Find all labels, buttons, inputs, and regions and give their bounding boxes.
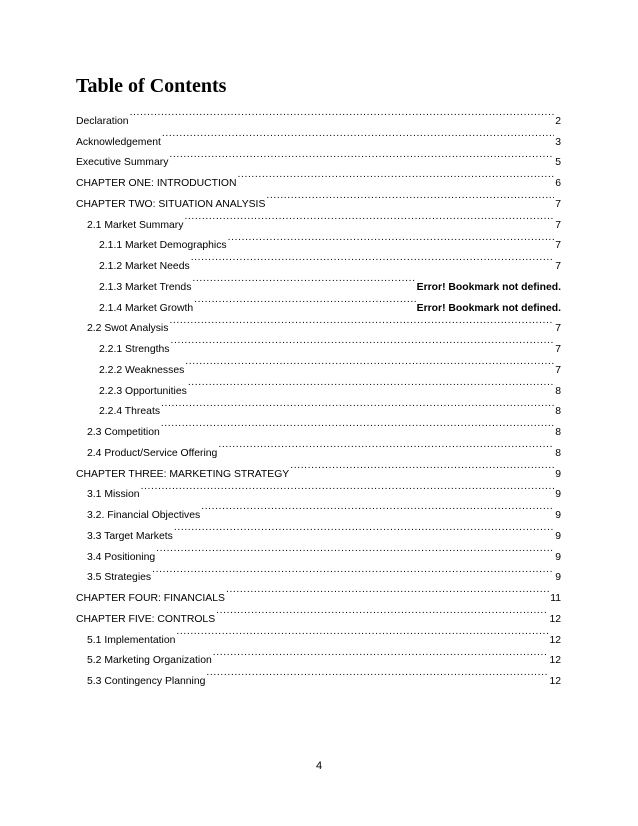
toc-entry[interactable]	[76, 124, 561, 148]
toc-entry-label: Acknowledgement	[76, 136, 161, 148]
toc-entry-label: Executive Summary	[76, 157, 169, 169]
page-number: 4	[315, 760, 323, 772]
toc-entry-label: 3.4 Positioning	[87, 551, 156, 563]
toc-entry-page: 12	[549, 634, 561, 646]
toc-entry-label: CHAPTER FOUR: FINANCIALS	[76, 593, 225, 604]
toc-entry-label: 2.1.2 Market Needs	[99, 261, 190, 272]
toc-entry-page: 9	[555, 510, 561, 521]
toc-entry-label: 3.5 Strategies	[87, 572, 152, 584]
toc-entry-error: Error! Bookmark not defined.	[416, 302, 561, 314]
toc-entry-page: 12	[549, 613, 561, 625]
toc-entry-label: 2.1.1 Market Demographics	[99, 240, 227, 252]
toc-entry-label: 2.1.3 Market Trends	[99, 281, 192, 293]
toc-entry-page: 9	[555, 489, 561, 501]
toc-entry[interactable]	[76, 103, 561, 127]
toc-entry-page: 8	[555, 427, 561, 438]
dot-leader	[161, 414, 554, 435]
dot-leader	[188, 373, 554, 394]
toc-entry-label: 5.1 Implementation	[87, 634, 176, 646]
toc-entry-label: 5.3 Contingency Planning	[87, 676, 206, 687]
toc-entry-label: Declaration	[76, 115, 129, 127]
toc-entry-page: 7	[555, 240, 561, 252]
dot-leader	[141, 477, 555, 498]
toc-entry-page: 7	[555, 198, 561, 210]
toc-entry-label: 2.2.1 Strengths	[99, 344, 170, 355]
toc-entry-error: Error! Bookmark not defined.	[416, 281, 561, 293]
toc-entry-page: 12	[549, 655, 561, 667]
dot-leader	[130, 103, 555, 124]
toc-entry-page: 9	[555, 572, 561, 584]
toc-title: Table of Contents	[76, 75, 227, 97]
dot-leader	[290, 456, 554, 477]
toc-entry-label: CHAPTER FIVE: CONTROLS	[76, 613, 216, 625]
dot-leader	[201, 497, 554, 518]
dot-leader	[156, 539, 554, 560]
toc-entry-page: 7	[555, 219, 561, 231]
dot-leader	[206, 663, 548, 684]
dot-leader	[216, 601, 548, 622]
toc-entry-label: 2.2 Swot Analysis	[87, 323, 169, 335]
dot-leader	[184, 207, 554, 228]
dot-leader	[213, 643, 549, 664]
toc-entry-label: 2.2.2 Weaknesses	[99, 364, 185, 376]
toc-entry-page: 5	[555, 157, 561, 169]
dot-leader	[169, 145, 554, 166]
dot-leader	[194, 290, 416, 311]
dot-leader	[218, 435, 554, 456]
toc-entry-label: 5.2 Marketing Organization	[87, 655, 212, 667]
dot-leader	[228, 228, 555, 249]
toc-entry-page: 9	[555, 468, 561, 480]
dot-leader	[191, 248, 555, 269]
dot-leader	[162, 124, 554, 145]
dot-leader	[170, 331, 554, 352]
toc-entry-page: 7	[555, 323, 561, 335]
toc-entry-page: 12	[549, 676, 561, 687]
dot-leader	[176, 622, 548, 643]
toc-entry-page: 8	[555, 406, 561, 418]
toc-entry-page: 9	[555, 551, 561, 563]
dot-leader	[266, 186, 554, 207]
toc-entry-page: 7	[555, 261, 561, 272]
toc-entry-label: 3.1 Mission	[87, 489, 140, 501]
toc-entry-label: 2.4 Product/Service Offering	[87, 447, 218, 459]
toc-entry-page: 7	[555, 344, 561, 355]
toc-entry-label: 2.2.4 Threats	[99, 406, 161, 418]
toc-entry-page: 9	[555, 530, 561, 542]
dot-leader	[161, 394, 554, 415]
toc-list	[76, 103, 561, 687]
toc-entry-page: 7	[555, 364, 561, 376]
toc-entry-label: CHAPTER TWO: SITUATION ANALYSIS	[76, 198, 266, 210]
dot-leader	[226, 580, 549, 601]
dot-leader	[237, 165, 554, 186]
dot-leader	[185, 352, 554, 373]
toc-entry-page: 6	[555, 178, 561, 189]
dot-leader	[169, 311, 554, 332]
toc-entry-label: 2.2.3 Opportunities	[99, 385, 187, 397]
dot-leader	[152, 560, 554, 581]
toc-entry-label: 2.1 Market Summary	[87, 219, 184, 231]
toc-entry-page: 2	[555, 115, 561, 127]
toc-entry-label: 2.1.4 Market Growth	[99, 302, 194, 314]
dot-leader	[174, 518, 554, 539]
toc-entry-label: 2.3 Competition	[87, 427, 160, 438]
toc-entry[interactable]	[76, 497, 561, 521]
toc-entry-label: 3.3 Target Markets	[87, 530, 173, 542]
toc-entry-page: 8	[555, 385, 561, 397]
toc-entry[interactable]	[76, 477, 561, 501]
toc-entry-page: 3	[555, 136, 561, 148]
toc-entry-page: 11	[550, 593, 561, 604]
toc-entry-label: CHAPTER THREE: MARKETING STRATEGY	[76, 468, 290, 480]
toc-entry-label: CHAPTER ONE: INTRODUCTION	[76, 178, 237, 189]
toc-entry-label: 3.2. Financial Objectives	[87, 510, 201, 521]
toc-entry-page: 8	[555, 447, 561, 459]
dot-leader	[192, 269, 415, 290]
